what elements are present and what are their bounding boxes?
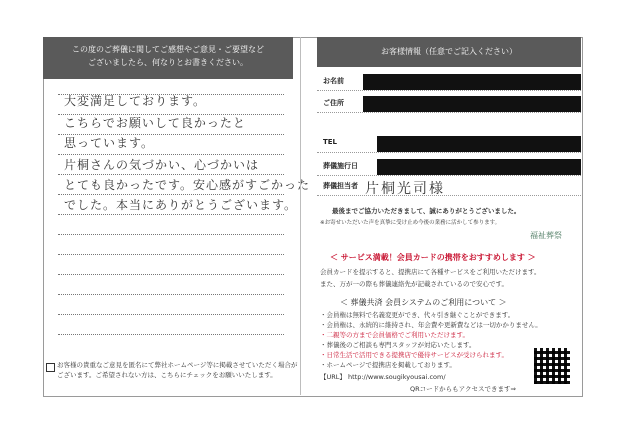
- consent-note: [57, 360, 307, 380]
- rule: [58, 274, 284, 275]
- rule: [58, 194, 284, 195]
- tel-field[interactable]: [317, 134, 581, 153]
- handwritten-line: 思っています。: [64, 136, 155, 150]
- qr-code-icon[interactable]: [534, 348, 570, 384]
- service-body-1: 会員カードを提示すると、提携店にて各種サービスをご利用いただけます。: [320, 268, 541, 276]
- customer-info-header: お客様情報（任意でご記入ください）: [317, 37, 581, 67]
- redacted-tel: [377, 136, 581, 152]
- comment-header: [43, 37, 293, 79]
- handwritten-line: こちらでお願いして良かったと: [64, 116, 246, 130]
- handwritten-line: とても良かったです。安心感がすごかった: [64, 178, 311, 192]
- consent-note-line-1: お客様の貴重なご意見を匿名にて弊社ホームページ等に掲載させていただく場合が: [57, 361, 298, 369]
- url-link[interactable]: http://www.sougikyousai.com/: [347, 373, 446, 381]
- date-label: 葬儀施行日: [323, 162, 358, 170]
- header-line-2: ございましたら、何なりとお書きください。: [88, 58, 248, 67]
- rule: [58, 294, 284, 295]
- rule: [58, 334, 284, 335]
- rule: [58, 254, 284, 255]
- date-field[interactable]: [317, 157, 581, 176]
- staff-label: 葬儀担当者: [323, 182, 358, 190]
- redacted-address: [363, 96, 581, 112]
- consent-checkbox[interactable]: [46, 363, 55, 372]
- address-field[interactable]: [317, 94, 581, 113]
- rule: [58, 214, 284, 215]
- address-label: ご住所: [323, 99, 344, 107]
- center-divider: [300, 37, 301, 395]
- bullet-2: ・会員権は、永続的に維持され、年会費や更新費などは一切かかりません。: [320, 321, 542, 329]
- handwritten-line: 片桐さんの気づかい、心づかいは: [64, 158, 260, 172]
- thanks-text: 最後までご協力いただきまして、誠にありがとうございました。: [332, 207, 521, 215]
- thanks-subtext: ※お寄せいただいた声を真摯に受け止め今後の業務に活かして参ります。: [320, 220, 501, 226]
- service-title: ＜ サービス満載！会員カードの携帯をおすすめします ＞: [330, 253, 536, 262]
- info-title: ＜ 葬儀共済 会員システムのご利用について ＞: [340, 298, 507, 307]
- staff-signature: 片桐光司様: [365, 181, 445, 197]
- bullet-5: ・日常生活で活用できる提携店で優待サービスが受けられます。: [320, 351, 508, 359]
- staff-field[interactable]: [317, 177, 581, 196]
- redacted-name: [363, 74, 581, 90]
- redacted-date: [377, 159, 581, 175]
- tel-label: TEL: [323, 138, 338, 146]
- name-label: お名前: [323, 77, 344, 85]
- bullet-4: ・葬儀後のご相談も専門スタッフが対応いたします。: [320, 341, 476, 349]
- name-field[interactable]: [317, 72, 581, 91]
- handwritten-line: 大変満足しております。: [64, 94, 207, 108]
- rule: [58, 234, 284, 235]
- bullet-1: ・会員権は無料で名義変更ができ、代々引き継ぐことができます。: [320, 311, 515, 319]
- handwritten-line: でした。本当にありがとうございます。: [64, 198, 298, 212]
- qr-note: QRコードからもアクセスできます⇒: [410, 385, 516, 393]
- rule: [58, 154, 284, 155]
- rule: [58, 314, 284, 315]
- header-line-1: この度のご葬儀に関してご感想やご意見・ご要望など: [72, 45, 264, 54]
- consent-note-line-2: ございます。ご希望されない方は、こちらにチェックをお願いいたします。: [57, 371, 277, 379]
- brand-name: 福祉葬祭: [530, 231, 562, 240]
- url-label: 【URL】: [320, 373, 346, 381]
- bullet-6: ・ホームページで提携店を掲載しております。: [320, 361, 456, 369]
- service-body-2: また、万が一の際も葬儀連絡先が記載されているので安心です。: [320, 280, 508, 288]
- bullet-list: [320, 310, 542, 370]
- bullet-3: ・二親等の方まで会員価格でご利用いただけます。: [320, 331, 469, 339]
- rule: [58, 174, 284, 175]
- url-line: [320, 372, 446, 382]
